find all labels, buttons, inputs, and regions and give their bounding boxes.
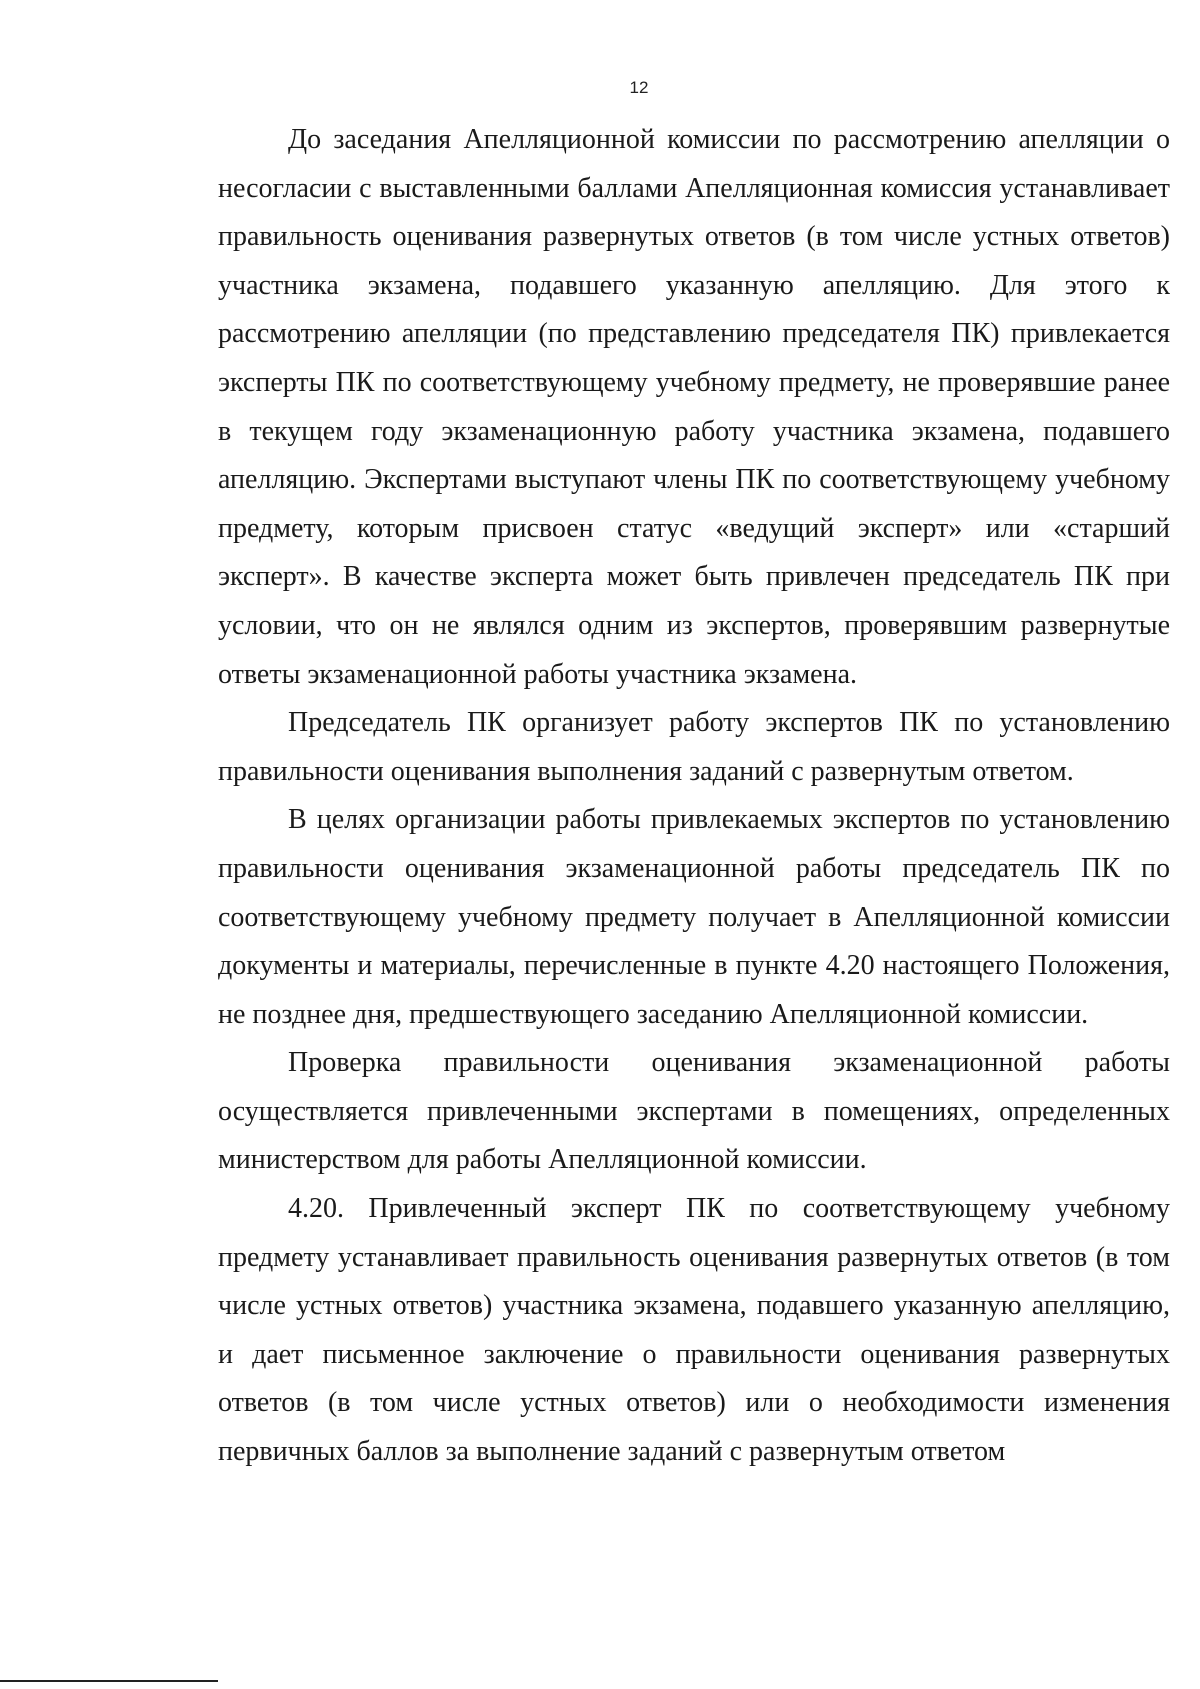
page-number: 12 [629, 78, 649, 97]
paragraph-appeal-review: До заседания Апелляционной комиссии по рассмотрению апелляции о несогласии с выставленными баллами Апелляционная комиссия устанавливает правильность оценивания развернутых ответов (в том числе устных ответов) участника экзамена, подавшего указанную апелляцию. Для этого к рассмотрению апелляции (по представлению председателя ПК) привлекается эксперты ПК по соответствующему учебному предмету, не проверявшие ранее в текущем году экзаменационную работу участника экзамена, подавшего апелляцию. Экспертами выступают члены ПК по соответствующему учебному предмету, которым присвоен статус «ведущий эксперт» или «старший эксперт». В качестве эксперта может быть привлечен председатель ПК при условии, что он не являлся одним из экспертов, проверявшим развернутые ответы экзаменационной работы участника экзамена. [218, 124, 1170, 690]
paragraph-documents-materials: В целях организации работы привлекаемых экспертов по установлению правильности оценивания экзаменационной работы председатель ПК по соответствующему учебному предмету получает в Апелляционной комиссии документы и материалы, перечисленные в пункте 4.20 настоящего Положения, не позднее дня, предшествующего заседанию Апелляционной комиссии. [218, 804, 1170, 1030]
document-body [218, 116, 1170, 1477]
paragraph-verification-premises: Проверка правильности оценивания экзаменационной работы осуществляется привлеченными экспертами в помещениях, определенных министерством для работы Апелляционной комиссии. [218, 1047, 1170, 1176]
footnote-separator [0, 1680, 218, 1682]
paragraph-chairman-organizes: Председатель ПК организует работу экспертов ПК по установлению правильности оценивания выполнения заданий с развернутым ответом. [218, 707, 1170, 787]
paragraph-4-20: 4.20. Привлеченный эксперт ПК по соответствующему учебному предмету устанавливает правильность оценивания развернутых ответов (в том числе устных ответов) участника экзамена, подавшего указанную апелляцию, и дает письменное заключение о правильности оценивания развернутых ответов (в том числе устных ответов) или о необходимости изменения первичных баллов за выполнение заданий с развернутым ответом [218, 1193, 1170, 1468]
